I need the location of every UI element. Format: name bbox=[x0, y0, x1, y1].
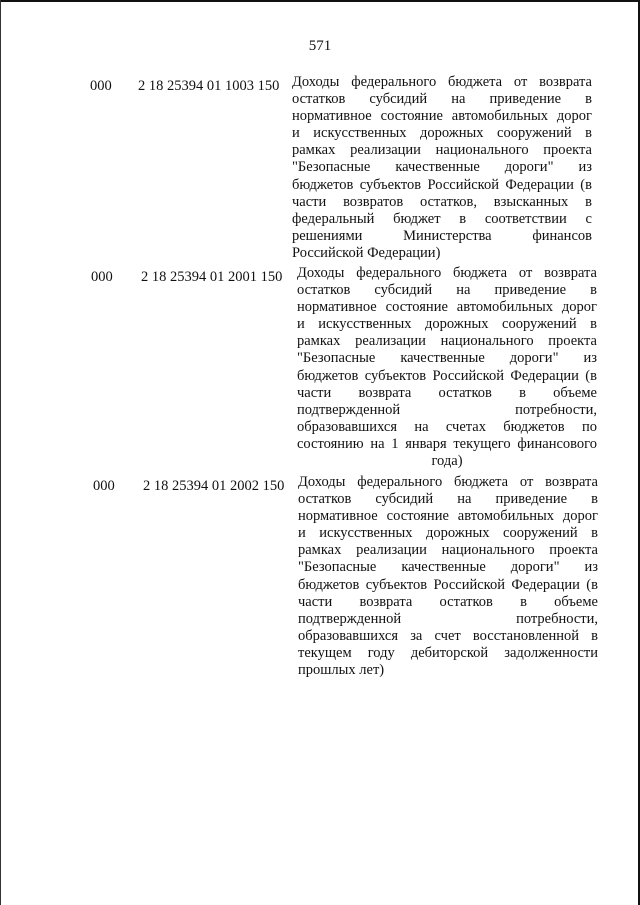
description-line: бюджетов субъектов Российской Федерации (в bbox=[298, 576, 598, 593]
description-line: бюджетов субъектов Российской Федерации (в bbox=[292, 176, 592, 193]
revenue-code: 2 18 25394 01 2001 150 bbox=[141, 269, 283, 285]
description-line: Доходы федерального бюджета от возврата bbox=[297, 265, 597, 281]
description-line: бюджетов субъектов Российской Федерации (в bbox=[297, 367, 597, 384]
description-line: нормативное состояние автомобильных дорог bbox=[298, 508, 598, 525]
description-line: и искусственных дорожных сооружений в bbox=[292, 125, 592, 142]
description-line: части возвратов остатков, взысканных в bbox=[292, 193, 592, 210]
revenue-code: 2 18 25394 01 2002 150 bbox=[143, 478, 285, 494]
description-line: нормативное состояние автомобильных дорог bbox=[297, 299, 597, 316]
description-line: подтвержденной потребности, bbox=[297, 401, 597, 418]
description-line: "Безопасные качественные дороги" из bbox=[298, 559, 598, 576]
page-number: 571 bbox=[308, 38, 332, 54]
description-line: прошлых лет) bbox=[298, 662, 385, 679]
description-line: года) bbox=[431, 453, 463, 470]
admin-code: 000 bbox=[93, 478, 115, 494]
description-line: Доходы федерального бюджета от возврата bbox=[292, 74, 592, 90]
description-line: "Безопасные качественные дороги" из bbox=[292, 159, 592, 176]
description-line: Российской Федерации) bbox=[292, 244, 441, 261]
entry-description bbox=[297, 265, 597, 470]
scan-border-top bbox=[0, 0, 640, 2]
description-line: решениями Министерства финансов bbox=[292, 227, 592, 244]
description-line: рамках реализации национального проекта bbox=[298, 542, 598, 559]
description-line: образовавшихся на счетах бюджетов по bbox=[297, 418, 597, 435]
description-line: и искусственных дорожных сооружений в bbox=[297, 316, 597, 333]
description-line: остатков субсидий на приведение в bbox=[292, 91, 592, 108]
admin-code: 000 bbox=[90, 78, 112, 94]
description-line: части возврата остатков в объеме bbox=[297, 384, 597, 401]
description-line: рамках реализации национального проекта bbox=[297, 333, 597, 350]
description-line: состоянию на 1 января текущего финансового bbox=[297, 435, 597, 452]
entry-description bbox=[298, 474, 598, 679]
description-line: остатков субсидий на приведение в bbox=[297, 282, 597, 299]
description-line: текущем году дебиторской задолженности bbox=[298, 644, 598, 661]
description-line: части возврата остатков в объеме bbox=[298, 593, 598, 610]
description-line: и искусственных дорожных сооружений в bbox=[298, 525, 598, 542]
description-line: "Безопасные качественные дороги" из bbox=[297, 350, 597, 367]
description-line: остатков субсидий на приведение в bbox=[298, 491, 598, 508]
entry-description bbox=[292, 74, 592, 262]
description-line: нормативное состояние автомобильных дорог bbox=[292, 108, 592, 125]
description-line: рамках реализации национального проекта bbox=[292, 142, 592, 159]
description-line: подтвержденной потребности, bbox=[298, 610, 598, 627]
description-line: Доходы федерального бюджета от возврата bbox=[298, 474, 598, 490]
revenue-code: 2 18 25394 01 1003 150 bbox=[138, 78, 280, 94]
description-line: федеральный бюджет в соответствии с bbox=[292, 210, 592, 227]
scan-border-left bbox=[0, 0, 1, 905]
admin-code: 000 bbox=[91, 269, 113, 285]
description-line: образовавшихся за счет восстановленной в bbox=[298, 627, 598, 644]
